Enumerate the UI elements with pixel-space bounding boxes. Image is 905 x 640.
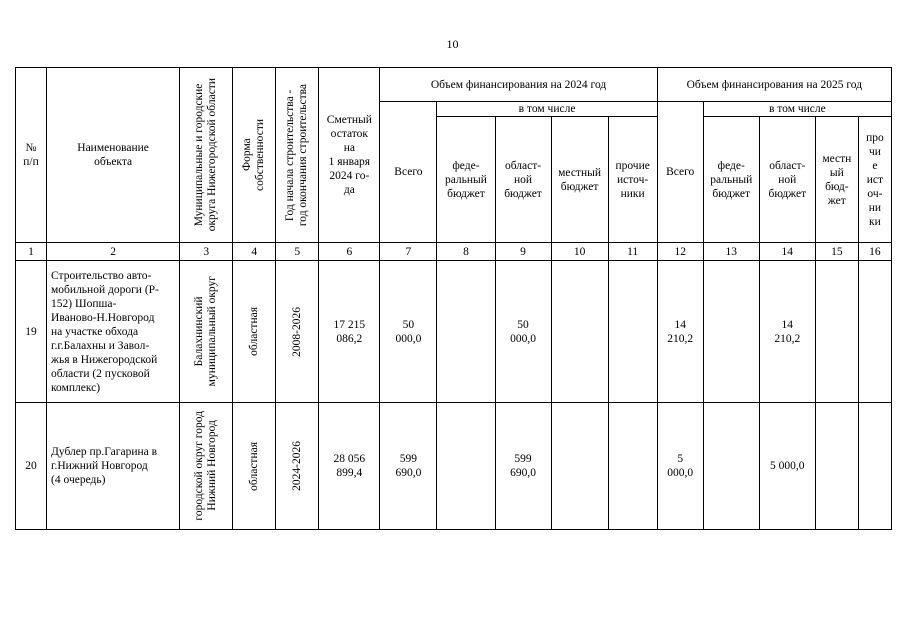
header-other-2025: про чи е ист оч- ни ки <box>858 117 891 243</box>
column-number: 8 <box>437 243 495 261</box>
header-other-2024: прочие источ- ники <box>608 117 657 243</box>
header-federal-2024: феде- ральный бюджет <box>437 117 495 243</box>
column-number: 3 <box>180 243 233 261</box>
column-number: 4 <box>233 243 276 261</box>
row-ownership: областная <box>233 403 276 530</box>
row-total-2024: 50 000,0 <box>380 261 437 403</box>
row-object-name: Строительство авто- мобильной дороги (Р- 152) Шопша- Иваново-Н.Новгород на участке обхода г.г.Балахны и Завол- жья в Нижегородской области (2 пусковой комплекс) <box>47 261 180 403</box>
header-fin-2025: Объем финансирования на 2025 год <box>657 68 891 102</box>
row-total-2025: 5 000,0 <box>657 403 703 530</box>
header-regional-2025: област- ной бюджет <box>759 117 815 243</box>
table-row <box>16 261 892 403</box>
row-remainder: 28 056 899,4 <box>319 403 380 530</box>
column-number: 2 <box>47 243 180 261</box>
row-federal-2025 <box>703 403 759 530</box>
column-number: 12 <box>657 243 703 261</box>
table-row <box>16 403 892 530</box>
row-remainder: 17 215 086,2 <box>319 261 380 403</box>
row-local-2024 <box>551 403 608 530</box>
header-local-2025: местн ый бюд- жет <box>815 117 858 243</box>
column-number-row <box>16 243 892 261</box>
row-other-2024 <box>608 403 657 530</box>
header-total-2025: Всего <box>657 102 703 243</box>
row-local-2025 <box>815 403 858 530</box>
row-years: 2024-2026 <box>276 403 319 530</box>
column-number: 5 <box>276 243 319 261</box>
row-federal-2025 <box>703 261 759 403</box>
row-district: Балахнинский муниципальный округ <box>180 261 233 403</box>
column-number: 15 <box>815 243 858 261</box>
row-total-2025: 14 210,2 <box>657 261 703 403</box>
column-number: 16 <box>858 243 891 261</box>
row-other-2025 <box>858 261 891 403</box>
column-number: 1 <box>16 243 47 261</box>
header-incl-2024: в том числе <box>437 102 657 117</box>
row-num: 20 <box>16 403 47 530</box>
header-num: № п/п <box>16 68 47 243</box>
column-number: 6 <box>319 243 380 261</box>
header-federal-2025: феде- ральный бюджет <box>703 117 759 243</box>
row-district: городской округ город Нижний Новгород <box>180 403 233 530</box>
row-num: 19 <box>16 261 47 403</box>
header-ownership: Форма собственности <box>233 68 276 243</box>
row-regional-2025: 5 000,0 <box>759 403 815 530</box>
row-ownership: областная <box>233 261 276 403</box>
header-row-1 <box>16 68 892 102</box>
row-other-2025 <box>858 403 891 530</box>
row-regional-2024: 599 690,0 <box>495 403 551 530</box>
row-federal-2024 <box>437 403 495 530</box>
column-number: 11 <box>608 243 657 261</box>
row-other-2024 <box>608 261 657 403</box>
row-object-name: Дублер пр.Гагарина в г.Нижний Новгород (4 очередь) <box>47 403 180 530</box>
row-total-2024: 599 690,0 <box>380 403 437 530</box>
header-name: Наименование объекта <box>47 68 180 243</box>
header-total-2024: Всего <box>380 102 437 243</box>
header-fin-2024: Объем финансирования на 2024 год <box>380 68 657 102</box>
page-number: 10 <box>446 37 459 51</box>
column-number: 14 <box>759 243 815 261</box>
column-number: 7 <box>380 243 437 261</box>
header-remainder: Сметный остаток на 1 января 2024 го- да <box>319 68 380 243</box>
row-federal-2024 <box>437 261 495 403</box>
header-local-2024: местный бюджет <box>551 117 608 243</box>
column-number: 13 <box>703 243 759 261</box>
column-number: 10 <box>551 243 608 261</box>
row-local-2025 <box>815 261 858 403</box>
column-number: 9 <box>495 243 551 261</box>
row-years: 2008-2026 <box>276 261 319 403</box>
header-years: Год начала строительства - год окончания строительства <box>276 68 319 243</box>
row-regional-2024: 50 000,0 <box>495 261 551 403</box>
header-incl-2025: в том числе <box>703 102 891 117</box>
row-regional-2025: 14 210,2 <box>759 261 815 403</box>
header-district: Муниципальные и городские округа Нижегородской области <box>180 68 233 243</box>
financing-table <box>15 67 892 530</box>
header-regional-2024: област- ной бюджет <box>495 117 551 243</box>
row-local-2024 <box>551 261 608 403</box>
